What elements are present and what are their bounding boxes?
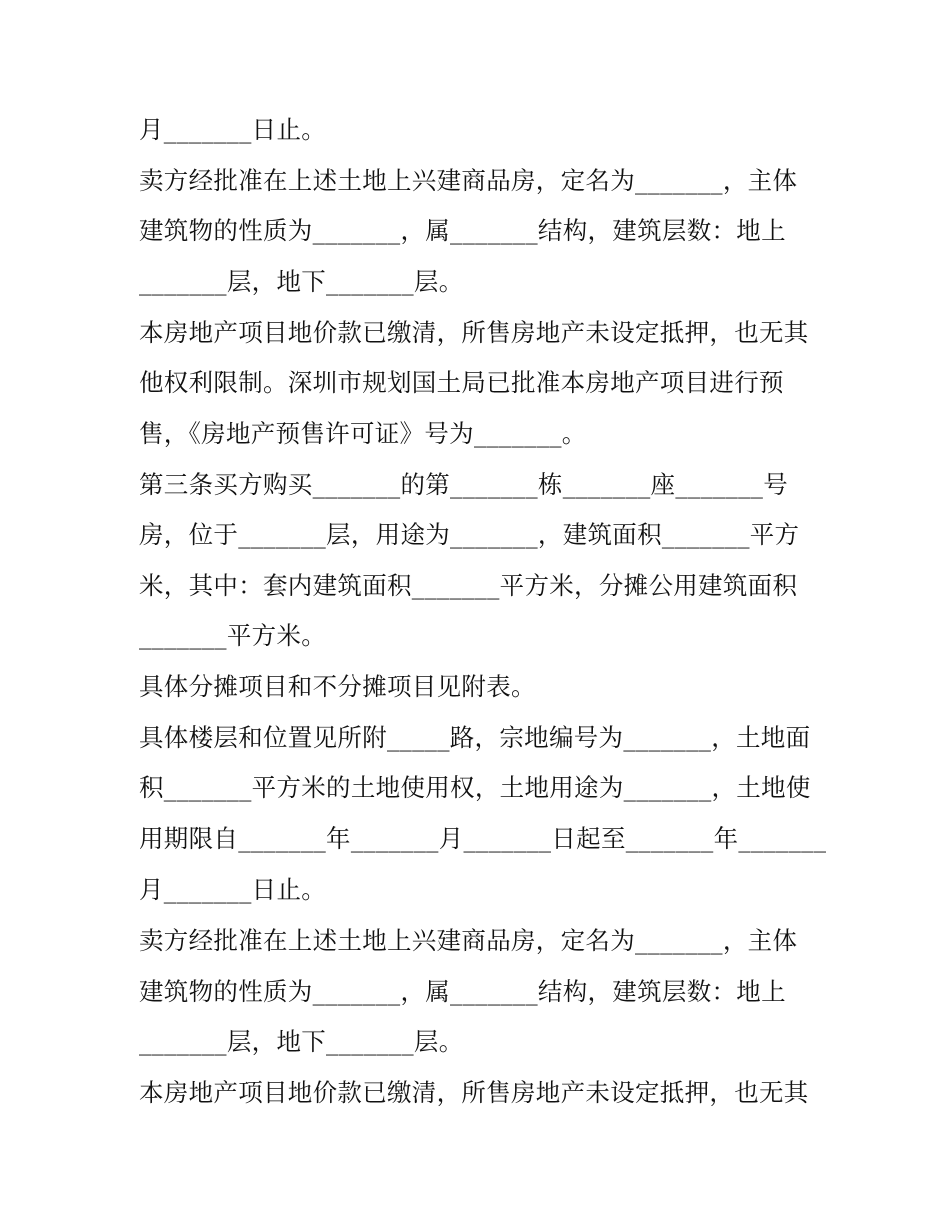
text-line: 米，其中：套内建筑面积_______平方米，分摊公用建筑面积 <box>139 571 798 600</box>
text-line: _______层，地下_______层。 <box>139 267 464 296</box>
text-line: 具体分摊项目和不分摊项目见附表。 <box>139 672 536 701</box>
text-line: 他权利限制。深圳市规划国土局已批准本房地产项目进行预 <box>139 368 784 397</box>
text-line: 房，位于_______层，用途为_______，建筑面积_______平方 <box>139 520 800 549</box>
text-line: _______平方米。 <box>139 621 327 650</box>
text-line: 售，《房地产预售许可证》号为_______。 <box>139 419 587 448</box>
text-line: 本房地产项目地价款已缴清，所售房地产未设定抵押，也无其 <box>139 318 809 347</box>
text-line: 建筑物的性质为_______，属_______结构，建筑层数：地上 <box>139 977 786 1006</box>
text-line: 卖方经批准在上述土地上兴建商品房，定名为_______，主体 <box>139 166 798 195</box>
text-line: 建筑物的性质为_______，属_______结构，建筑层数：地上 <box>139 216 786 245</box>
text-line: _______层，地下_______层。 <box>139 1027 464 1056</box>
text-line: 本房地产项目地价款已缴清，所售房地产未设定抵押，也无其 <box>139 1078 809 1107</box>
text-line: 月_______日止。 <box>139 115 327 144</box>
text-line: 卖方经批准在上述土地上兴建商品房，定名为_______，主体 <box>139 926 798 955</box>
text-line: 第三条买方购买_______的第_______栋_______座_______号 <box>139 470 788 499</box>
text-line: 具体楼层和位置见所附_____路，宗地编号为_______，土地面 <box>139 723 811 752</box>
text-line: 积_______平方米的土地使用权，土地用途为_______，土地使 <box>139 773 811 802</box>
text-line: 月_______日止。 <box>139 875 327 904</box>
text-line: 用期限自_______年_______月_______日起至_______年_______ <box>139 824 827 853</box>
